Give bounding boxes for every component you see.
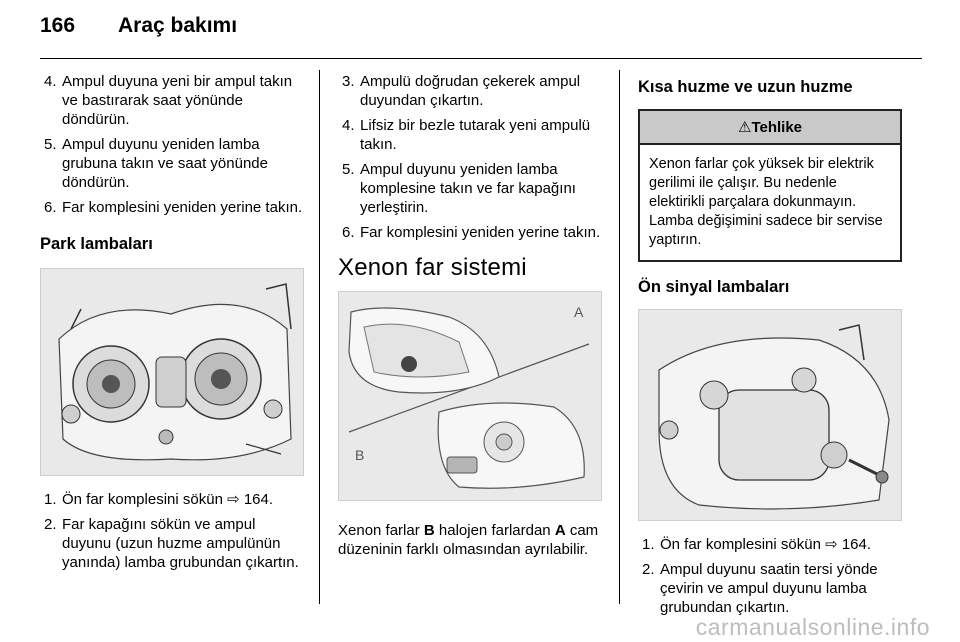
warning-icon: ⚠ xyxy=(737,119,752,136)
beam-heading: Kısa huzme ve uzun huzme xyxy=(638,78,853,96)
list-item xyxy=(638,560,902,617)
column-divider xyxy=(319,70,320,604)
warning-text: Xenon farlar çok yüksek bir elektrik gerilimi ile çalışır. Bu nedenle elektirikli parçalara dokunmayın. Lamba değişimini sadece bir servise yaptırın. xyxy=(649,156,883,248)
page-header xyxy=(40,14,237,38)
step-number: 2. xyxy=(44,516,57,533)
step-number: 1. xyxy=(642,536,655,553)
warning-title: Tehlike xyxy=(751,119,803,136)
page-ref-arrow-icon: ⇨ xyxy=(825,536,838,553)
step-text: Ön far komplesini sökün xyxy=(62,491,223,508)
list-item xyxy=(40,198,308,217)
list-item xyxy=(338,160,606,217)
page-ref-arrow-icon: ⇨ xyxy=(227,491,240,508)
step-number: 3. xyxy=(342,73,355,90)
column-1 xyxy=(40,72,308,578)
park-lamps-heading: Park lambaları xyxy=(40,235,153,253)
step-text: Ampulü doğrudan çekerek ampul duyundan çıkartın. xyxy=(360,73,581,109)
steps-list-bottom xyxy=(40,490,308,572)
page-title: Araç bakımı xyxy=(118,14,238,37)
step-text: Far kapağını sökün ve ampul duyunu (uzun huzme ampulünün yanında) lamba grubundan çıkartın. xyxy=(62,516,299,571)
headlamp-illustration xyxy=(41,269,303,475)
bulb-socket xyxy=(821,442,847,468)
list-item xyxy=(40,72,308,129)
step-text: Ampul duyunu yeniden lamba komplesine takın ve far kapağını yerleştirin. xyxy=(360,161,576,216)
step-number: 6. xyxy=(44,199,57,216)
headlamp-comparison-illustration xyxy=(339,292,601,500)
steps-list-top xyxy=(40,72,308,217)
column-2 xyxy=(338,72,606,559)
steps-list-top xyxy=(338,72,606,242)
column-divider xyxy=(619,70,620,604)
page-ref: 164. xyxy=(841,536,872,553)
step-text: Ampul duyuna yeni bir ampul takın ve bastırarak saat yönünde döndürün. xyxy=(62,73,293,128)
signal-lamp-figure xyxy=(638,309,902,521)
step-text: Ampul duyunu yeniden lamba grubuna takın ve saat yönünde döndürün. xyxy=(62,136,268,191)
list-item xyxy=(40,490,308,509)
step-text: Ampul duyunu saatin tersi yönde çevirin ve ampul duyunu lamba grubundan çıkartın. xyxy=(660,561,878,616)
header-rule xyxy=(40,58,922,59)
label-a: A xyxy=(574,304,584,320)
list-item xyxy=(338,116,606,154)
xenon-figure xyxy=(338,291,602,501)
step-number: 5. xyxy=(44,136,57,153)
page-ref: 164. xyxy=(243,491,274,508)
step-text: Far komplesini yeniden yerine takın. xyxy=(360,224,601,241)
step-number: 4. xyxy=(44,73,57,90)
step-number: 5. xyxy=(342,161,355,178)
xenon-caption: Xenon farlar B halojen farlardan A cam düzeninin farklı olmasından ayrılabilir. xyxy=(338,522,599,558)
step-text: Lifsiz bir bezle tutarak yeni ampulü takın. xyxy=(360,117,591,153)
list-item xyxy=(638,535,902,554)
park-lamp-figure xyxy=(40,268,304,476)
step-text: Far komplesini yeniden yerine takın. xyxy=(62,199,303,216)
label-b: B xyxy=(355,447,365,463)
step-number: 6. xyxy=(342,224,355,241)
signal-lamp-illustration xyxy=(639,310,901,520)
xenon-heading: Xenon far sistemi xyxy=(338,254,527,281)
step-text: Ön far komplesini sökün xyxy=(660,536,821,553)
lamp-housing xyxy=(719,390,829,480)
warning-header xyxy=(640,111,900,145)
page-number: 166 xyxy=(40,14,76,37)
column-3 xyxy=(638,72,902,623)
step-number: 2. xyxy=(642,561,655,578)
watermark: carmanualsonline.info xyxy=(695,614,930,640)
list-item xyxy=(338,72,606,110)
list-item xyxy=(40,515,308,572)
warning-box xyxy=(638,109,902,262)
steps-list xyxy=(638,535,902,617)
step-number: 1. xyxy=(44,491,57,508)
step-number: 4. xyxy=(342,117,355,134)
list-item xyxy=(40,135,308,192)
signal-heading: Ön sinyal lambaları xyxy=(638,278,790,296)
list-item xyxy=(338,223,606,242)
